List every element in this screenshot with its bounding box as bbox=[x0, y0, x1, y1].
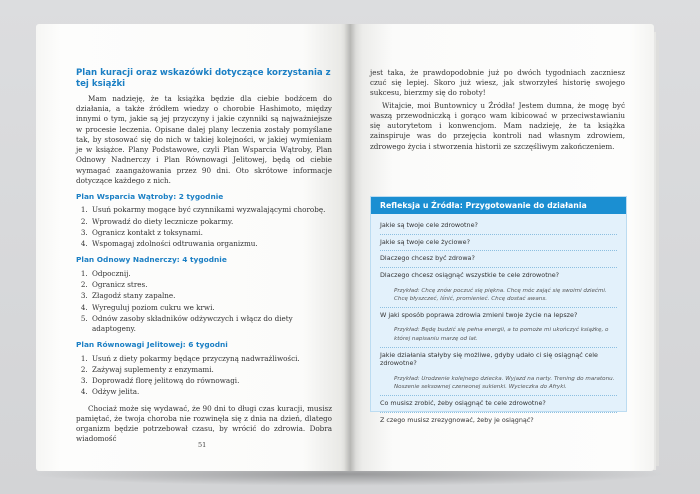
question-what-to-give-up: Z czego musisz zrezygnować, żeby je osiągnąć? bbox=[380, 415, 534, 424]
closing-paragraph: Chociaż może się wydawać, że 90 dni to długi czas kuracji, musisz pamiętać, że twoja choroba nie rozwinęła się z dnia na dzień, dlatego organizm będzie potrzebował czasu, by wrócić do zdrowia. Dobra wiadomość bbox=[76, 403, 332, 444]
list-item: 1. Usuń z diety pokarmy będące przyczyną nadwrażliwości. bbox=[90, 354, 332, 364]
list-item: 4. Odżyw jelita. bbox=[90, 387, 332, 397]
plan2-list bbox=[76, 269, 332, 334]
right-page-content bbox=[370, 68, 625, 154]
question-why-healthy: Dlaczego chcesz być zdrowa? bbox=[380, 251, 617, 268]
chapter-heading: Plan kuracji oraz wskazówki dotyczące korzystania z tej książki bbox=[76, 68, 331, 89]
reflection-questions bbox=[371, 214, 626, 428]
example-2: Przykład: Będę budzić się pełna energii, a to pomoże mi ukończyć książkę, o której napisaniu marzę od lat. bbox=[380, 323, 617, 347]
question-possible-actions: Jakie działania stałyby się możliwe, gdyby udało ci się osiągnąć cele zdrowotne? bbox=[380, 350, 598, 368]
reflection-box bbox=[370, 196, 627, 424]
plan1-title: Plan Wsparcia Wątroby: 2 tygodnie bbox=[76, 191, 224, 201]
left-page-content bbox=[76, 68, 332, 446]
plan2-title: Plan Odnowy Nadnerczy: 4 tygodnie bbox=[76, 255, 227, 265]
list-item: 2. Ogranicz stres. bbox=[90, 280, 332, 290]
plan3-title: Plan Równowagi Jelitowej: 6 tygodni bbox=[76, 340, 228, 350]
plan1-list bbox=[76, 205, 332, 249]
question-why-goals: Dlaczego chcesz osiągnąć wszystkie te cele zdrowotne? bbox=[380, 270, 560, 279]
intro-paragraph: Mam nadzieję, że ta książka będzie dla ciebie bodźcem do działania, a także źródłem wiedzy o chorobie Hashimoto, między innymi o tym, jakie są jej przyczyny i jakie czynniki są najważniejsze w procesie leczenia. Opisane dalej plany leczenia zostały pomyślane tak, by stosować się do nich w takiej kolejności, w jakiej wymieniam je w książce. Plany Podstawowe, czyli Plan Wsparcia Wątroby, Plan Odnowy Nadnerczy i Plan Równowagi Jelitowej, będą od ciebie wymagać zaangażowania przez 90 dni. Oto skrótowe informacje dotyczące każdego z nich. bbox=[76, 94, 332, 185]
list-item: 2. Zażywaj suplementy z enzymami. bbox=[90, 365, 332, 375]
question-life-better: W jaki sposób poprawa zdrowia zmieni twoje życie na lepsze? bbox=[380, 310, 578, 319]
list-item: 1. Usuń pokarmy mogące być czynnikami wyzwalającymi chorobę. bbox=[90, 205, 332, 215]
list-item: 2. Wprowadź do diety lecznicze pokarmy. bbox=[90, 217, 332, 227]
example-1: Przykład: Chcę znów poczuć się piękna. Chcę móc zająć się swoimi dziećmi. Chcę błyszczeć, lśnić, promienieć. Chcę dostać awans. bbox=[380, 284, 617, 308]
list-item: 4. Wspomagaj zdolności odtruwania organizmu. bbox=[90, 239, 332, 249]
book-gutter bbox=[344, 24, 356, 471]
question-health-goals: Jakie są twoje cele zdrowotne? bbox=[380, 218, 617, 235]
example-3: Przykład: Urodzenie kolejnego dziecka. Wyjazd na narty. Trening do maratonu. Noszenie seksownej czerwonej sukienki. Wycieczka do Afryki. bbox=[380, 372, 617, 396]
question-life-goals: Jakie są twoje cele życiowe? bbox=[380, 235, 617, 252]
list-item: 3. Złagodź stany zapalne. bbox=[90, 291, 332, 301]
list-item: 4. Wyreguluj poziom cukru we krwi. bbox=[90, 303, 332, 313]
reflection-box-title: Refleksja u Źródła: Przygotowanie do działania bbox=[371, 197, 626, 214]
rebels-paragraph: Witajcie, moi Buntownicy u Źródła! Jestem dumna, że mogę być waszą przewodniczką i gorąco wam kibicować w przeciwstawianiu się autorytetom i konwencjom. Mam nadzieję, że ta książka zainspiruje was do przejęcia kontroli nad własnym zdrowiem, zdrowego życia i stworzenia historii ze szczęśliwym zakończeniem. bbox=[370, 100, 625, 151]
page-stack-edge-back bbox=[656, 40, 659, 466]
list-item: 3. Doprowadź florę jelitową do równowagi. bbox=[90, 376, 332, 386]
list-item: 3. Ogranicz kontakt z toksynami. bbox=[90, 228, 332, 238]
question-what-to-do: Co musisz zrobić, żeby osiągnąć te cele zdrowotne? bbox=[380, 396, 617, 413]
continuation-paragraph: jest taka, że prawdopodobnie już po dwóch tygodniach zaczniesz czuć się lepiej. Skoro już wiesz, jak stworzyłeś historię swojego sukcesu, bierzmy się do roboty! bbox=[370, 68, 625, 98]
list-item: 5. Odnów zasoby składników odżywczych i włącz do diety adaptogeny. bbox=[90, 314, 332, 334]
page-number: 51 bbox=[198, 441, 207, 449]
plan3-list bbox=[76, 354, 332, 398]
list-item: 1. Odpocznij. bbox=[90, 269, 332, 279]
